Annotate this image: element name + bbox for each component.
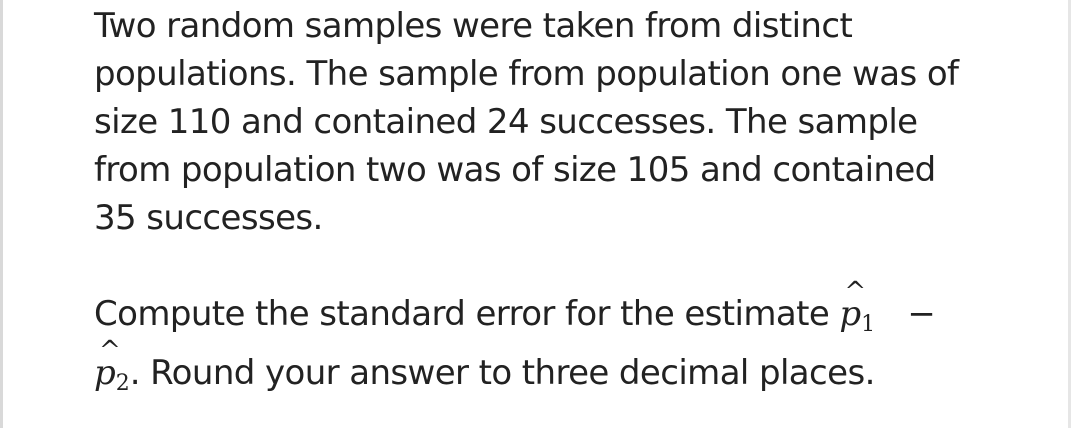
p2-subscript: 2 — [115, 371, 130, 396]
setup-line-4: from population two was of size 105 and contained — [94, 150, 936, 190]
problem-setup-paragraph — [94, 2, 1054, 242]
p2-hat-symbol — [94, 353, 130, 396]
p1-hat: ^ p — [839, 290, 861, 338]
setup-line-5: 35 successes. — [94, 198, 323, 238]
setup-line-1: Two random samples were taken from distinct — [94, 6, 853, 46]
left-border — [0, 0, 3, 428]
p1-hat-symbol — [839, 294, 876, 337]
prompt-text-1: Compute the standard error for the estimate — [94, 294, 830, 334]
question-text — [94, 2, 1054, 408]
paragraph-spacer — [94, 242, 1054, 290]
p2-hat: ^ p — [94, 349, 116, 397]
prompt-text-2: . Round your answer to three decimal places. — [129, 353, 875, 393]
question-prompt-paragraph — [94, 290, 1054, 408]
p1-subscript: 1 — [861, 312, 876, 337]
setup-line-2: populations. The sample from population one was of — [94, 54, 959, 94]
minus-sign: − — [907, 294, 936, 334]
prompt-line-1 — [94, 290, 1054, 349]
setup-line-3: size 110 and contained 24 successes. The sample — [94, 102, 918, 142]
prompt-line-2 — [94, 349, 1054, 408]
